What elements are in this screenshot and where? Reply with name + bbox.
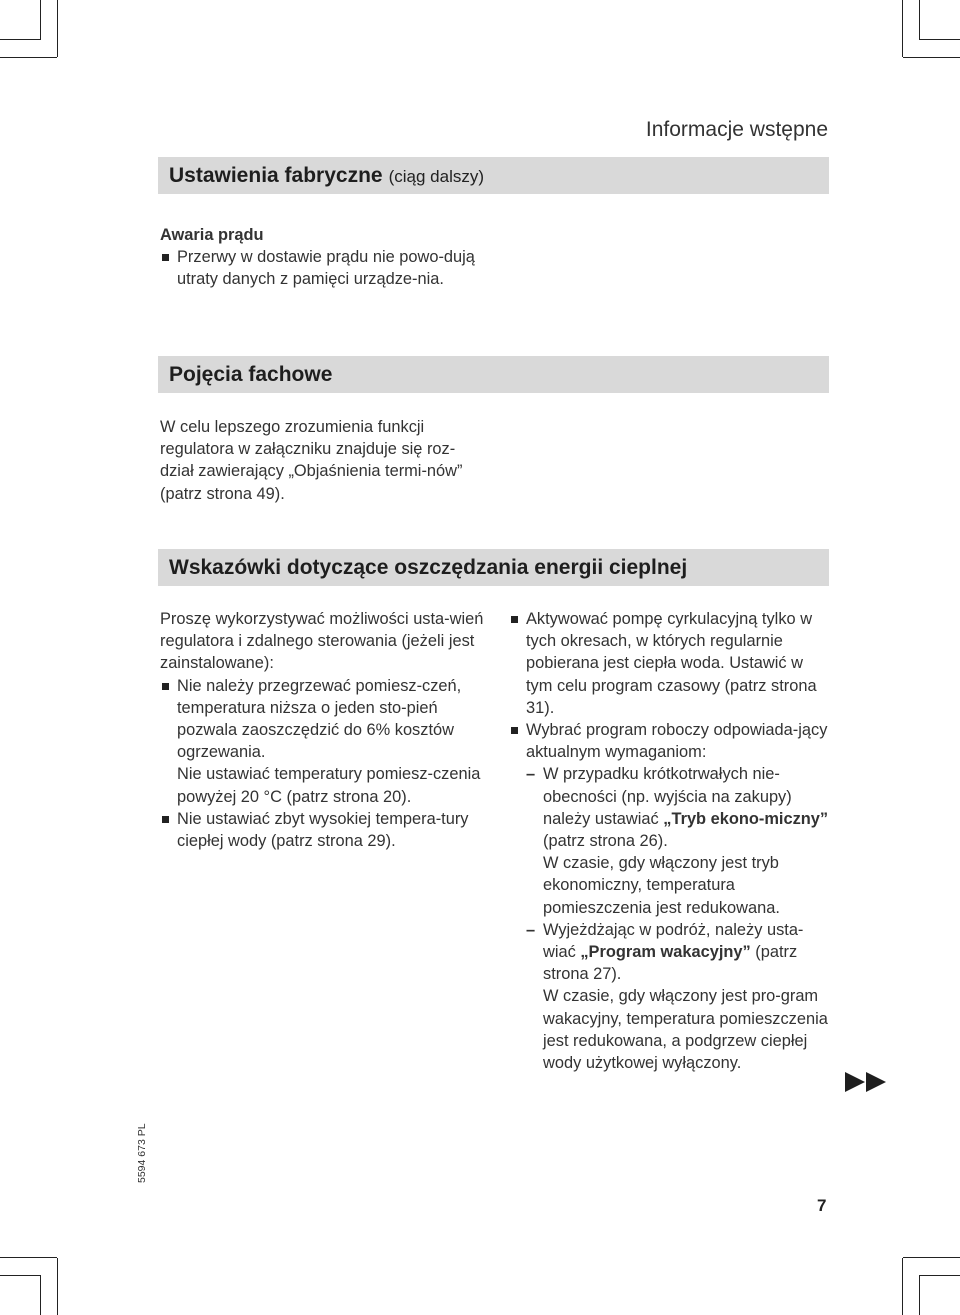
square-bullet-icon	[160, 808, 177, 830]
square-bullet-icon	[509, 719, 526, 741]
bullet-text: Nie należy przegrzewać pomiesz-czeń, temperatura niższa o jeden sto-pień pozwala zaoszczędzić do 6% kosztów ogrzewania.	[177, 676, 462, 762]
bullet-text: Aktywować pompę cyrkulacyjną tylko w tych okresach, w których regularnie pobierana jest ciepła woda. Ustawić w tym celu program czasowy (patrz strona 31).	[526, 610, 817, 717]
dash-text-part: (patrz strona 26).	[543, 832, 668, 851]
dash-item	[526, 763, 831, 852]
section-title	[169, 164, 484, 188]
dash-bullet-icon: –	[526, 765, 536, 784]
section-band-factory	[158, 157, 829, 194]
dash-bullet-icon: –	[526, 920, 536, 939]
dash-text	[543, 763, 831, 852]
bullet-item	[160, 246, 490, 290]
bullet-item	[160, 808, 493, 852]
crop-mark	[920, 1275, 960, 1276]
bullet-item	[160, 675, 493, 764]
energy-left-column	[160, 608, 493, 852]
dash-continuation: W czasie, gdy włączony jest tryb ekonomiczny, temperatura pomieszczenia jest redukowana.	[543, 854, 780, 917]
dash-item	[526, 919, 831, 986]
crop-mark	[0, 39, 40, 40]
square-bullet-icon	[160, 246, 177, 268]
crop-mark	[903, 1257, 960, 1258]
crop-mark	[902, 1258, 903, 1315]
crop-mark	[903, 57, 960, 58]
bullet-continuation: Nie ustawiać temperatury pomiesz-czenia powyżej 20 °C (patrz strona 20).	[177, 765, 481, 806]
terms-paragraph: W celu lepszego zrozumienia funkcji regulatora w załączniku znajduje się roz-dział zawierający „Objaśnienia termi-nów” (patrz strona 49).	[160, 418, 463, 503]
factory-subtitle: (ciąg dalszy)	[388, 166, 485, 186]
double-triangle-right-icon	[845, 1072, 887, 1092]
dash-text	[543, 919, 831, 986]
power-outage-block	[160, 224, 490, 291]
terms-title: Pojęcia fachowe	[169, 362, 333, 386]
energy-intro: Proszę wykorzystywać możliwości usta-wień regulatora i zdalnego sterowania (jeżeli jest zainstalowane):	[160, 610, 484, 673]
dash-text-part: (patrz strona 27).	[543, 943, 798, 984]
eco-mode-term: „Tryb ekono-miczny”	[663, 809, 829, 828]
bullet-text: Nie ustawiać zbyt wysokiej tempera-tury ciepłej wody (patrz strona 29).	[177, 809, 469, 851]
crop-mark	[0, 1275, 40, 1276]
dash-text-part: W przypadku krótkotrwałych nie-obecności (np. wyjścia na zakupy) należy ustawiać	[543, 765, 792, 828]
running-header: Informacje wstępne	[645, 118, 828, 141]
bullet-item	[509, 719, 831, 763]
terms-text	[160, 416, 485, 505]
bullet-item	[509, 608, 831, 719]
dash-list	[509, 763, 831, 1074]
section-band-energy	[158, 549, 829, 586]
crop-mark	[57, 0, 58, 57]
bullet-text: Wybrać program roboczy odpowiada-jący aktualnym wymaganiom:	[526, 721, 828, 762]
crop-mark	[0, 1257, 57, 1258]
crop-mark	[57, 1258, 58, 1315]
document-code: 5594 673 PL	[136, 1123, 148, 1183]
section-band-terms	[158, 356, 829, 393]
dash-text-part: Wyjeżdżając w podróż, należy usta-wiać	[543, 920, 804, 962]
dash-continuation: W czasie, gdy włączony jest pro-gram wakacyjny, temperatura pomieszczenia jest redukowana, a podgrzew ciepłej wody użytkowej wyłączony.	[543, 987, 828, 1073]
crop-mark	[920, 39, 960, 40]
square-bullet-icon	[509, 608, 526, 630]
square-bullet-icon	[160, 675, 177, 697]
energy-right-column	[509, 608, 831, 1074]
crop-mark	[40, 0, 41, 40]
holiday-program-term: „Program wakacyjny”	[580, 943, 751, 962]
crop-mark	[40, 1275, 41, 1315]
page-number: 7	[817, 1196, 827, 1215]
crop-mark	[919, 0, 920, 40]
crop-mark	[902, 0, 903, 57]
power-outage-heading: Awaria prądu	[160, 226, 264, 244]
crop-mark	[919, 1275, 920, 1315]
factory-title: Ustawienia fabryczne	[169, 163, 383, 187]
power-outage-text: Przerwy w dostawie prądu nie powo-dują utraty danych z pamięci urządze-nia.	[177, 248, 475, 289]
crop-mark	[0, 57, 57, 58]
energy-title: Wskazówki dotyczące oszczędzania energii cieplnej	[169, 555, 688, 579]
